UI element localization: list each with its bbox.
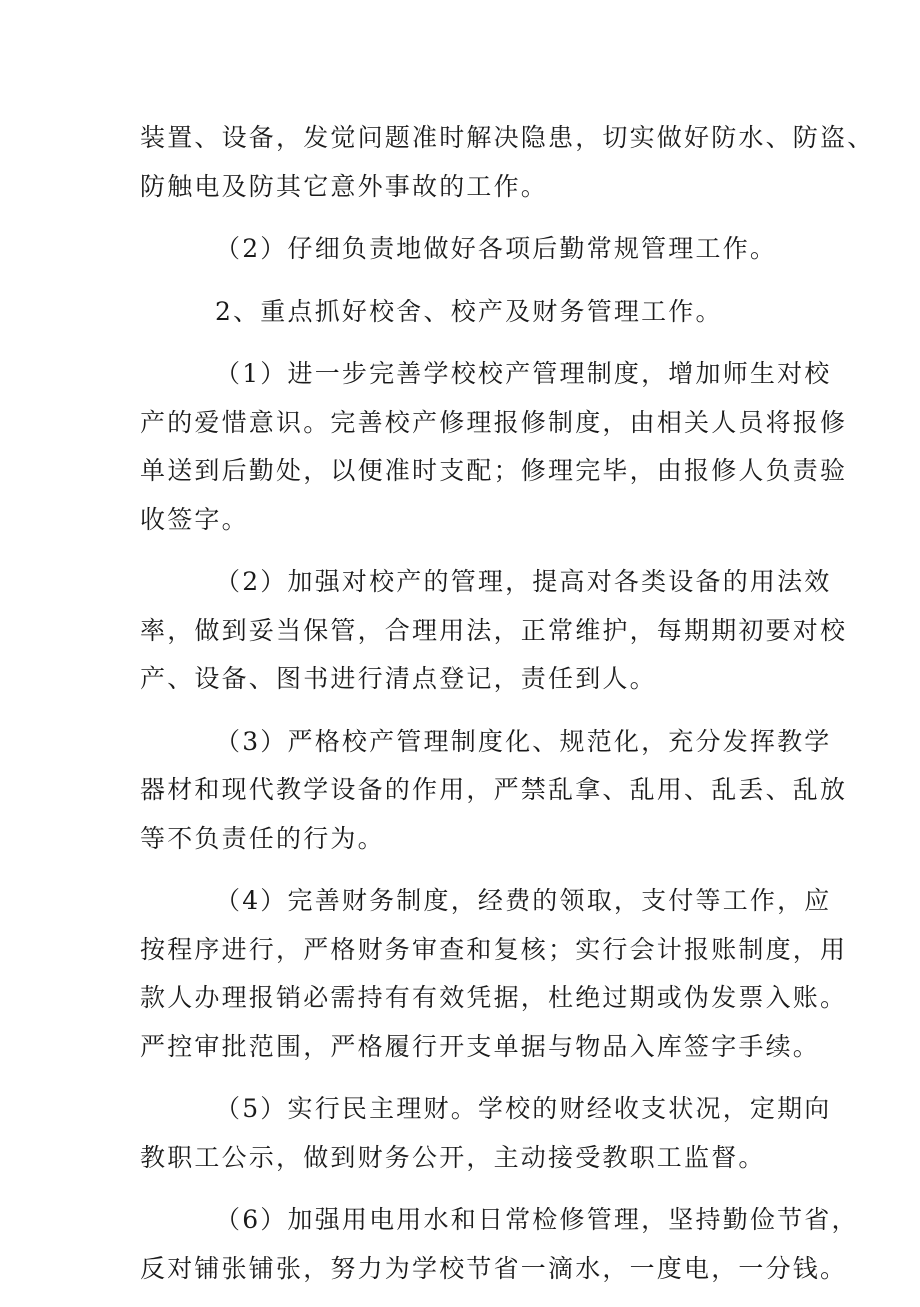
text-line: （6）加强用电用水和日常检修管理，坚持勤俭节省， — [215, 1205, 859, 1234]
text-line: 反对铺张铺张，努力为学校节省一滴水，一度电，一分钱。 — [140, 1253, 848, 1283]
text-line: 教职工公示，做到财务公开，主动接受教职工监督。 — [140, 1142, 766, 1172]
paragraph-item-1-asset-system — [140, 350, 848, 544]
text-line: 单送到后勤处，以便准时支配；修理完毕，由报修人负责验 — [140, 456, 848, 485]
section-heading-2 — [140, 288, 800, 337]
paragraph-item-6-utilities — [140, 1196, 859, 1293]
text-line: 等不负责任的行为。 — [140, 823, 385, 853]
text-line: （5）实行民主理财。学校的财经收支状况，定期向 — [215, 1094, 832, 1123]
paragraph-item-4-finance — [140, 877, 848, 1071]
text-line: （2）加强对校产的管理，提高对各类设备的用法效 — [215, 567, 832, 596]
text-line: 2、重点抓好校舍、校产及财务管理工作。 — [215, 296, 723, 326]
text-line: 防触电及防其它意外事故的工作。 — [140, 171, 549, 201]
text-line: 收签字。 — [140, 504, 249, 534]
paragraph-item-2-asset-management — [140, 558, 848, 704]
text-line: 率，做到妥当保管，合理用法，正常维护，每期期初要对校 — [140, 615, 848, 645]
paragraph-continuation — [140, 114, 875, 211]
text-line: 装置、设备，发觉问题准时解决隐患，切实做好防水、防盗、 — [140, 123, 875, 152]
paragraph-item-3-standardization — [140, 718, 848, 864]
document-body — [140, 114, 875, 1307]
paragraph-item-5-democratic-finance — [140, 1085, 832, 1182]
text-line: （1）进一步完善学校校产管理制度，增加师生对校 — [215, 359, 832, 388]
paragraph-item-2-routine-work — [140, 225, 800, 274]
text-line: 产的爱惜意识。完善校产修理报修制度，由相关人员将报修 — [140, 407, 848, 437]
text-line: 严控审批范围，严格履行开支单据与物品入库签字手续。 — [140, 1031, 821, 1061]
text-line: 产、设备、图书进行清点登记，责任到人。 — [140, 664, 657, 693]
text-line: 器材和现代教学设备的作用，严禁乱拿、乱用、乱丢、乱放 — [140, 775, 848, 804]
text-line: （2）仔细负责地做好各项后勤常规管理工作。 — [215, 234, 778, 263]
text-line: 款人办理报销必需持有有效凭据，杜绝过期或伪发票入账。 — [140, 983, 848, 1012]
text-line: 按程序进行，严格财务审查和复核；实行会计报账制度，用 — [140, 934, 848, 964]
text-line: （3）严格校产管理制度化、规范化，充分发挥教学 — [215, 726, 832, 756]
text-line: （4）完善财务制度，经费的领取，支付等工作，应 — [215, 886, 832, 915]
